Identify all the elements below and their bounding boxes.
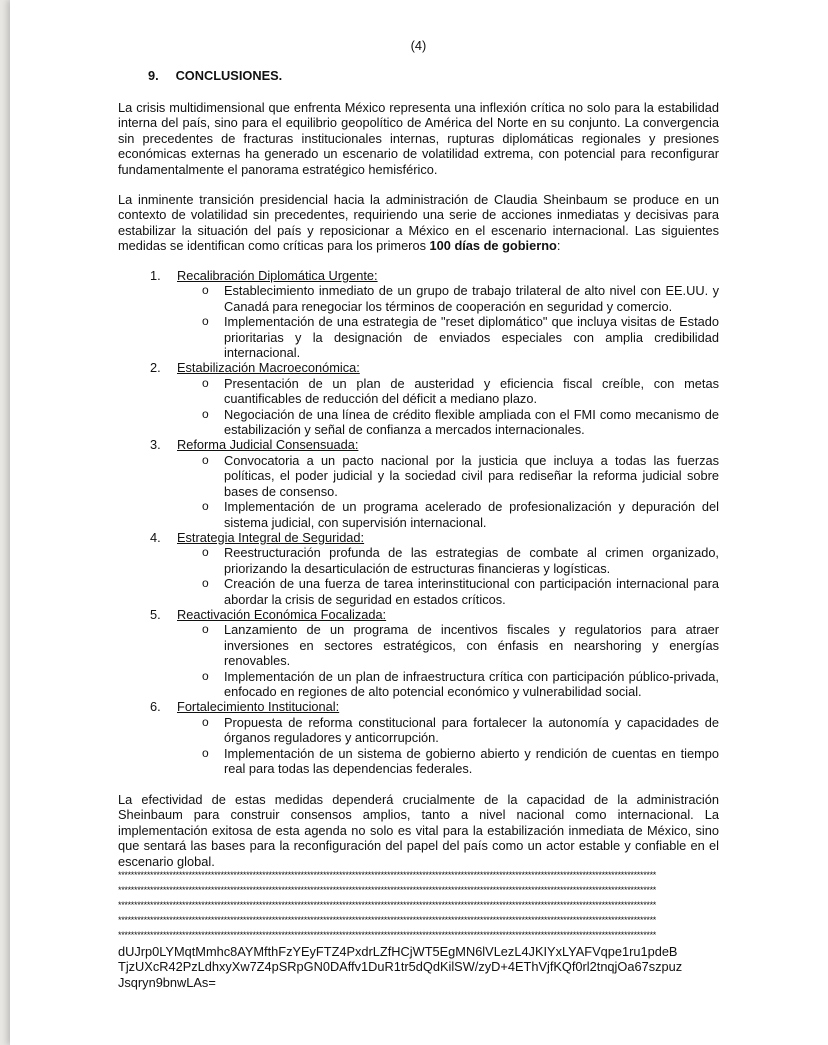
measure-bullet	[118, 622, 719, 668]
measure-item	[118, 360, 719, 437]
measure-bullet	[118, 499, 719, 530]
measure-title: Estabilización Macroeconómica:	[177, 360, 360, 376]
page-number: (4)	[410, 38, 427, 53]
hollow-bullet-icon: o	[202, 375, 209, 390]
measure-bullet-text: Implementación de una estrategia de "reset diplomático" que incluya visitas de Estado prioritarias y la designación de enviados especiales con amplia credibilidad internacional.	[224, 314, 719, 361]
code-line: dUJrp0LYMqtMmhc8AYMfthFzYEyFTZ4PxdrLZfHCjWT5EgMN6lVLezL4JKIYxLYAFVqpe1ru1pdeB	[118, 944, 678, 959]
measure-bullet	[118, 545, 719, 576]
section-heading	[148, 68, 282, 83]
measure-bullets	[177, 622, 719, 699]
separator-line: ************************************************************************************************************************************************************************	[118, 930, 657, 940]
measure-bullet-text: Lanzamiento de un programa de incentivos fiscales y regulatorios para atraer inversiones en sectores estratégicos, con énfasis en nearshoring y energías renovables.	[224, 622, 719, 669]
hollow-bullet-icon: o	[202, 499, 209, 514]
transition-paragraph-bold: 100 días de gobierno	[429, 238, 557, 254]
hollow-bullet-icon: o	[202, 314, 209, 329]
measure-bullet-text: Implementación de un sistema de gobierno abierto y rendición de cuentas en tiempo real para todas las dependencias federales.	[224, 745, 719, 776]
hollow-bullet-icon: o	[202, 452, 209, 467]
hollow-bullet-icon: o	[202, 622, 209, 637]
code-line: Jsqryn9bnwLAs=	[118, 974, 216, 990]
hollow-bullet-icon: o	[202, 714, 209, 729]
hollow-bullet-icon: o	[202, 576, 209, 591]
section-title: CONCLUSIONES.	[175, 68, 283, 83]
separator-line: ************************************************************************************************************************************************************************	[118, 900, 657, 910]
measure-bullet	[118, 746, 719, 777]
measure-title: Reactivación Económica Focalizada:	[177, 606, 387, 622]
separator-line: ************************************************************************************************************************************************************************	[118, 915, 657, 925]
measure-bullet-text: Implementación de un programa acelerado de profesionalización y depuración del sistema judicial, con supervisión internacional.	[224, 499, 719, 530]
measure-bullet	[118, 376, 719, 407]
measure-item	[118, 268, 719, 360]
measure-number: 4.	[150, 529, 161, 545]
measure-bullet-text: Presentación de un plan de austeridad y eficiencia fiscal creíble, con metas cuantificables de reducción del déficit a mediano plazo.	[224, 375, 719, 407]
measure-title: Fortalecimiento Institucional:	[177, 699, 340, 715]
transition-paragraph-end: :	[556, 238, 561, 254]
measure-bullets	[177, 283, 719, 360]
signature-code-block	[118, 944, 719, 990]
measure-item	[118, 530, 719, 607]
hollow-bullet-icon: o	[202, 283, 209, 298]
measure-bullets	[177, 453, 719, 530]
measure-bullet-text: Convocatoria a un pacto nacional por la justicia que incluya a todas las fuerzas políticas, el poder judicial y la sociedad civil para rediseñar la reforma judicial sobre bases de consenso.	[224, 452, 719, 499]
measure-bullet-text: Creación de una fuerza de tarea interinstitucional con participación internacional para abordar la crisis de seguridad en estados críticos.	[224, 576, 719, 607]
measure-bullet	[118, 283, 719, 314]
measure-item	[118, 607, 719, 699]
measure-item	[118, 699, 719, 776]
measure-bullet	[118, 314, 719, 360]
hollow-bullet-icon: o	[202, 745, 209, 760]
measure-bullet	[118, 407, 719, 438]
measure-bullet-text: Reestructuración profunda de las estrategias de combate al crimen organizado, priorizando la desarticulación de estructuras financieras y logísticas.	[224, 545, 719, 576]
measure-bullet-text: Negociación de una línea de crédito flexible ampliada con el FMI como mecanismo de estabilización y señal de confianza a mercados internacionales.	[224, 406, 719, 438]
measure-bullet-text: Propuesta de reforma constitucional para fortalecer la autonomía y capacidades de órganos reguladores y anticorrupción.	[224, 714, 719, 746]
section-number: 9.	[148, 68, 159, 83]
hollow-bullet-icon: o	[202, 545, 209, 560]
measure-bullets	[177, 715, 719, 777]
measure-title: Estrategia Integral de Seguridad:	[177, 529, 365, 545]
measure-bullet-text: Establecimiento inmediato de un grupo de trabajo trilateral de alto nivel con EE.UU. y Canadá para renegociar los términos de cooperación en seguridad y comercio.	[224, 283, 719, 314]
code-line: TjzUXcR42PzLdhxyXw7Z4pSRpGN0DAffv1DuR1tr5dQdKilSW/zyD+4EThVjfKQf0rl2tnqjOa67szpuz	[118, 959, 683, 975]
measure-bullets	[177, 545, 719, 607]
measure-title: Reforma Judicial Consensuada:	[177, 437, 359, 453]
document-page	[10, 0, 828, 1045]
transition-paragraph	[118, 192, 719, 254]
hollow-bullet-icon: o	[202, 668, 209, 683]
measure-title: Recalibración Diplomática Urgente:	[177, 268, 378, 283]
separator-line: ************************************************************************************************************************************************************************	[118, 870, 657, 880]
separator-line: ************************************************************************************************************************************************************************	[118, 885, 657, 895]
measure-item	[118, 437, 719, 529]
measure-number: 2.	[150, 360, 161, 376]
closing-paragraph: La efectividad de estas medidas dependerá crucialmente de la capacidad de la administración Sheinbaum para construir consensos amplios, tanto a nivel nacional como internacional. La implementación exitosa de esta agenda no solo es vital para la estabilización inmediata de México, sino que sentará las bases para la reconfiguración del papel del país como un actor estable y confiable en el escenario global.	[118, 792, 719, 869]
transition-paragraph-text: La inminente transición presidencial hacia la administración de Claudia Sheinbaum se produce en un contexto de volatilidad sin precedentes, requiriendo una serie de acciones inmediatas y decisivas para estabilizar la situación del país y reposicionar a México en el escenario internacional. Las siguientes medidas se identifican como críticas para los primeros	[118, 192, 719, 254]
measure-bullet	[118, 576, 719, 607]
measure-number: 5.	[150, 606, 161, 622]
measure-bullet-text: Implementación de un plan de infraestructura crítica con participación público-privada, enfocado en regiones de alto potencial económico y vulnerabilidad social.	[224, 668, 719, 699]
measure-number: 6.	[150, 699, 161, 715]
measure-bullet	[118, 453, 719, 499]
measures-list	[118, 268, 719, 776]
intro-paragraph: La crisis multidimensional que enfrenta México representa una inflexión crítica no solo para la estabilidad interna del país, sino para el equilibrio geopolítico de América del Norte en su conjunto. La convergencia sin precedentes de fracturas institucionales internas, rupturas diplomáticas regionales y presiones económicas externas ha generado un escenario de volatilidad extrema, con potencial para reconfigurar fundamentalmente el panorama estratégico hemisférico.	[118, 100, 719, 177]
hollow-bullet-icon: o	[202, 406, 209, 421]
measure-bullets	[177, 376, 719, 438]
measure-number: 1.	[150, 268, 161, 283]
measure-number: 3.	[150, 437, 161, 453]
measure-bullet	[118, 669, 719, 700]
measure-bullet	[118, 715, 719, 746]
